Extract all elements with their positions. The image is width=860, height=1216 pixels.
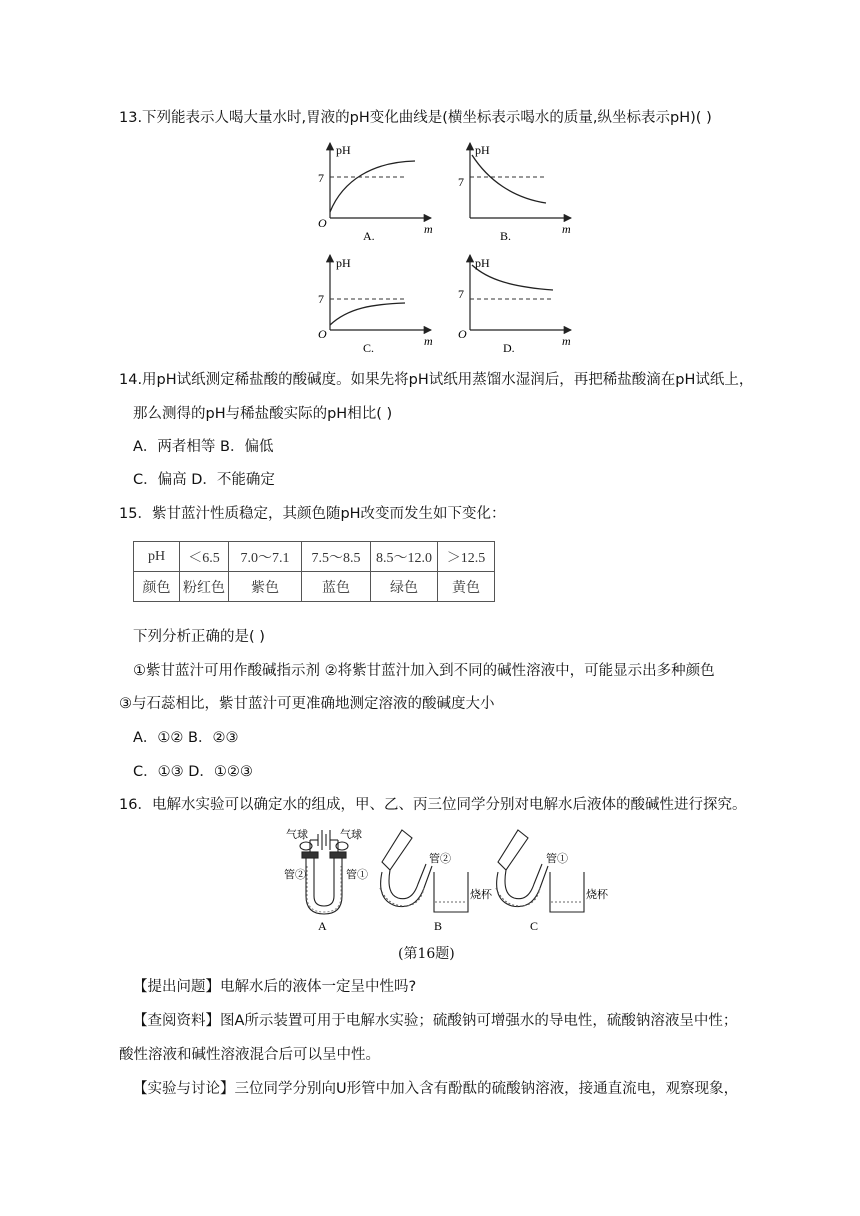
graph-c bbox=[318, 255, 433, 355]
graph-c-caption: C. bbox=[363, 341, 375, 355]
graph-c-ylabel: pH bbox=[336, 256, 351, 270]
ph-color-table bbox=[133, 541, 495, 602]
table-cell: pH bbox=[134, 542, 180, 572]
q15-options-ab: A．①② B．②③ bbox=[133, 730, 239, 746]
electrolysis-figure bbox=[284, 826, 614, 934]
table-cell: ＜6.5 bbox=[180, 542, 229, 572]
graph-d-origin: O bbox=[458, 327, 467, 341]
q15-statement-2: ③与石蕊相比，紫甘蓝汁可更准确地测定溶液的酸碱度大小 bbox=[119, 696, 495, 712]
tube1-label: 管① bbox=[546, 853, 568, 865]
table-cell: 颜色 bbox=[134, 572, 180, 602]
q14-options-ab: A．两者相等 B．偏低 bbox=[133, 439, 274, 455]
graph-a-origin: O bbox=[318, 216, 327, 230]
balloon-left-label: 气球 bbox=[286, 829, 308, 841]
q14-line2: 那么测得的pH与稀盐酸实际的pH相比( ) bbox=[133, 406, 393, 422]
graph-b bbox=[458, 143, 571, 243]
caption-c: C bbox=[530, 919, 539, 933]
tube-left-label: 管② bbox=[284, 869, 306, 881]
q15-statement-1: ①紫甘蓝汁可用作酸碱指示剂 ②将紫甘蓝汁加入到不同的碱性溶液中，可能显示出多种颜色 bbox=[133, 663, 715, 679]
graph-c-tick7: 7 bbox=[318, 292, 324, 306]
graph-a-tick7: 7 bbox=[318, 171, 324, 185]
table-cell: 紫色 bbox=[229, 572, 302, 602]
q15-options-cd: C．①③ D．①②③ bbox=[133, 764, 253, 780]
q15-question: 下列分析正确的是( ) bbox=[133, 629, 265, 645]
apparatus-a bbox=[300, 830, 348, 914]
graph-d-ylabel: pH bbox=[475, 256, 490, 270]
q14-line1: 14.用pH试纸测定稀盐酸的酸碱度。如果先将pH试纸用蒸馏水湿润后，再把稀盐酸滴在pH试纸上， bbox=[119, 372, 754, 388]
graph-d-tick7: 7 bbox=[458, 287, 464, 301]
q13-stem: 13.下列能表示人喝大量水时,胃液的pH变化曲线是(横坐标表示喝水的质量,纵坐标表示pH)( ) bbox=[119, 110, 712, 126]
table-cell: 8.5～12.0 bbox=[371, 542, 438, 572]
graph-a-caption: A. bbox=[363, 229, 375, 243]
graph-a bbox=[318, 143, 433, 243]
q16-propose-question: 【提出问题】电解水后的液体一定呈中性吗? bbox=[133, 979, 417, 995]
q13-graphs bbox=[313, 140, 593, 355]
figure-16-caption: (第16题) bbox=[398, 946, 455, 962]
table-row bbox=[134, 572, 495, 602]
table-cell: 粉红色 bbox=[180, 572, 229, 602]
table-cell: 蓝色 bbox=[302, 572, 371, 602]
q16-experiment: 【实验与讨论】三位同学分别向U形管中加入含有酚酞的硫酸钠溶液，接通直流电，观察现象， bbox=[133, 1081, 739, 1097]
graph-d bbox=[458, 255, 571, 355]
graph-d-xlabel: m bbox=[562, 334, 571, 348]
graph-d-caption: D. bbox=[503, 341, 515, 355]
tube-right-label: 管① bbox=[346, 869, 368, 881]
graph-b-xlabel: m bbox=[562, 222, 571, 236]
table-cell: ＞12.5 bbox=[438, 542, 495, 572]
table-cell: 7.5～8.5 bbox=[302, 542, 371, 572]
graph-b-tick7: 7 bbox=[458, 175, 464, 189]
q15-stem: 15．紫甘蓝汁性质稳定，其颜色随pH改变而发生如下变化： bbox=[119, 506, 506, 522]
table-cell: 黄色 bbox=[438, 572, 495, 602]
table-cell: 7.0～7.1 bbox=[229, 542, 302, 572]
graph-b-ylabel: pH bbox=[475, 143, 490, 157]
q16-stem: 16．电解水实验可以确定水的组成，甲、乙、丙三位同学分别对电解水后液体的酸碱性进行探究。 bbox=[119, 797, 747, 813]
graph-a-xlabel: m bbox=[424, 222, 433, 236]
q16-reference-2: 酸性溶液和碱性溶液混合后可以呈中性。 bbox=[119, 1047, 380, 1063]
q14-options-cd: C．偏高 D．不能确定 bbox=[133, 472, 275, 488]
caption-a: A bbox=[318, 919, 327, 933]
tube2-label: 管② bbox=[429, 853, 451, 865]
beaker-b-label: 烧杯 bbox=[470, 889, 492, 901]
table-row bbox=[134, 542, 495, 572]
graph-c-xlabel: m bbox=[424, 334, 433, 348]
graph-b-caption: B. bbox=[500, 229, 512, 243]
apparatus-c bbox=[496, 830, 584, 912]
table-cell: 绿色 bbox=[371, 572, 438, 602]
apparatus-b bbox=[380, 830, 468, 912]
balloon-right-label: 气球 bbox=[340, 829, 362, 841]
graph-c-origin: O bbox=[318, 327, 327, 341]
q16-reference-1: 【查阅资料】图A所示装置可用于电解水实验；硫酸钠可增强水的导电性，硫酸钠溶液呈中性； bbox=[133, 1013, 738, 1029]
graph-a-ylabel: pH bbox=[336, 143, 351, 157]
caption-b: B bbox=[434, 919, 443, 933]
beaker-c-label: 烧杯 bbox=[586, 889, 608, 901]
